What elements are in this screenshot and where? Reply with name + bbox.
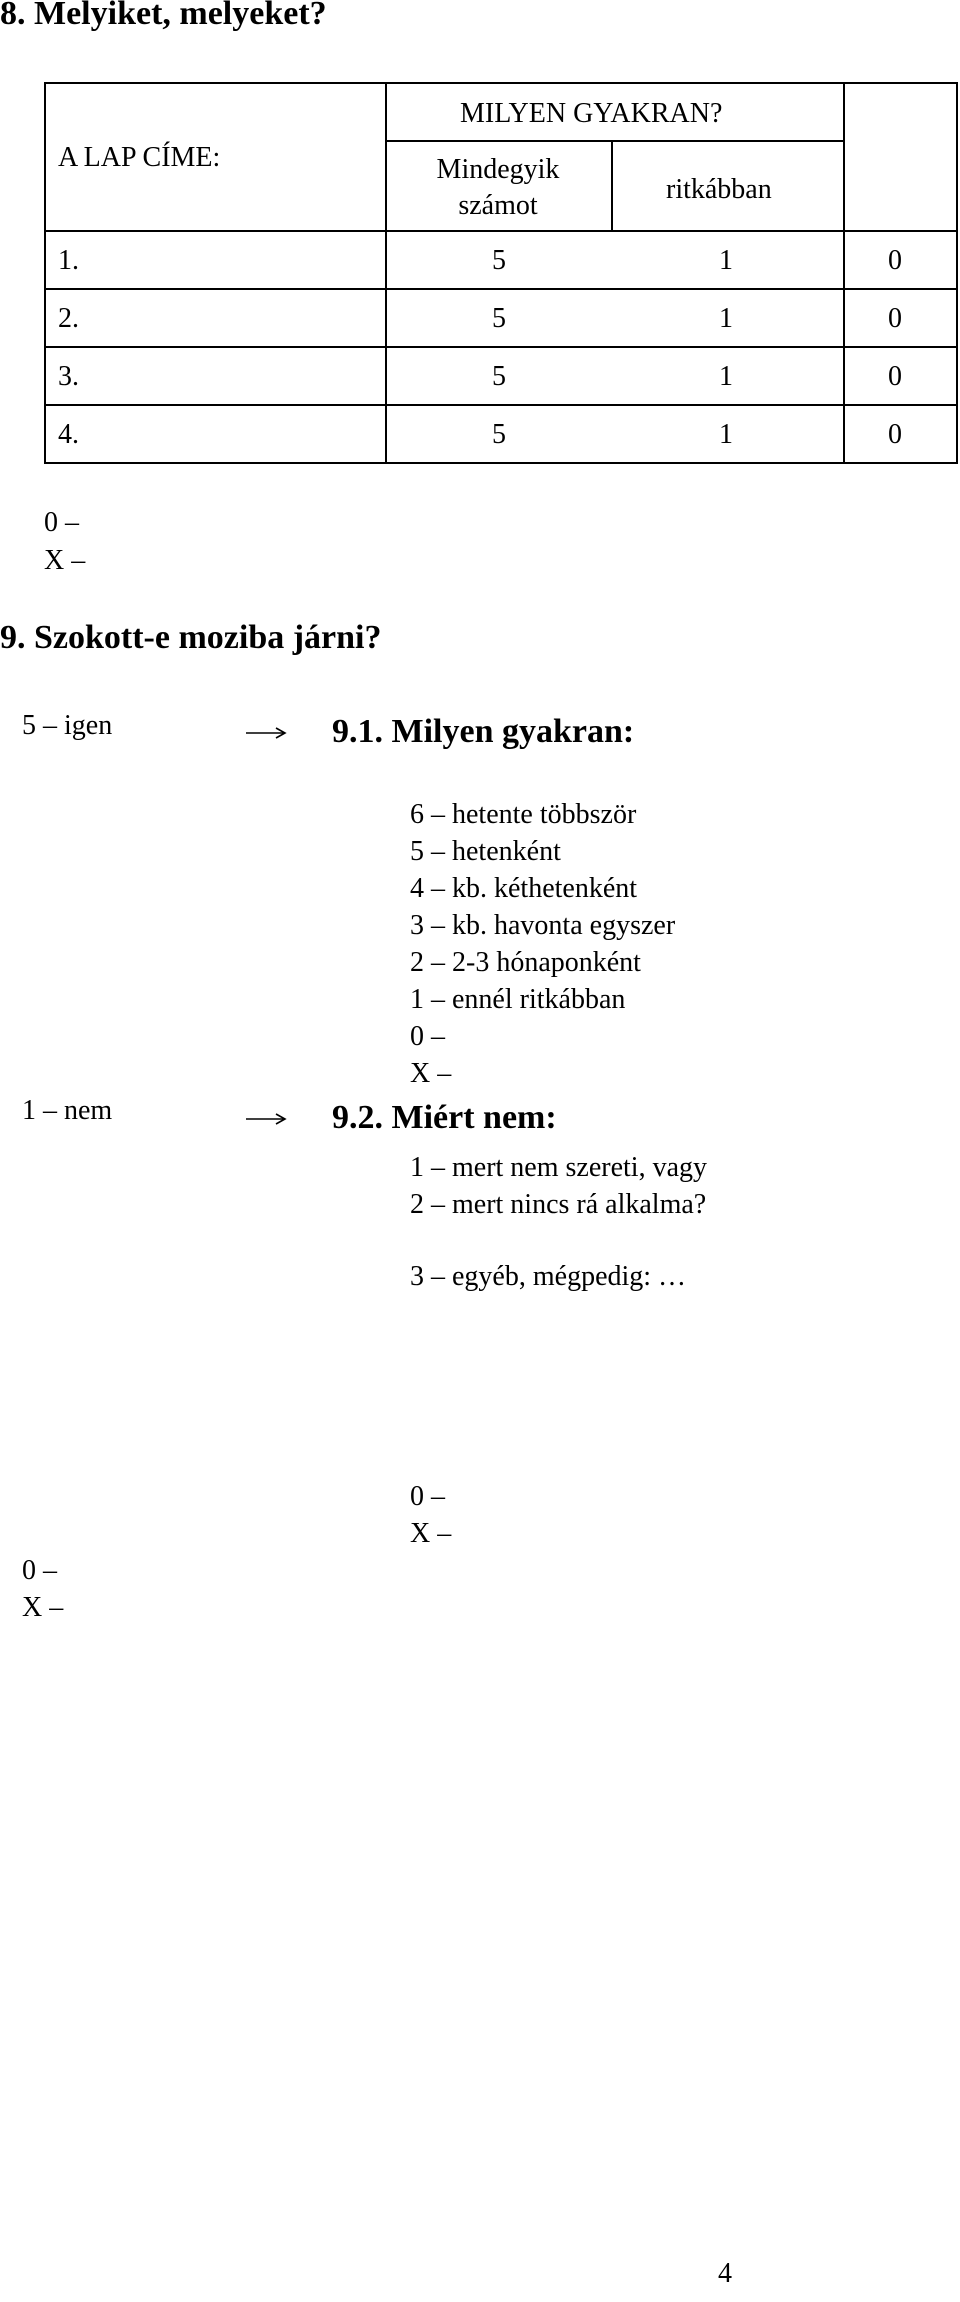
frequency-table	[0, 0, 960, 470]
table-cell: 1	[719, 303, 733, 334]
q8-code-x: X –	[44, 545, 86, 576]
q9-1-option: 5 – hetenként	[410, 836, 561, 867]
q8-heading: 8. Melyiket, melyeket?	[0, 0, 327, 32]
table-cell: 1	[719, 361, 733, 392]
arrow-right-icon	[246, 1112, 288, 1126]
q9-2-heading: 9.2. Miért nem:	[332, 1099, 557, 1136]
q9-1-option: 6 – hetente többször	[410, 799, 637, 830]
table-row-label: 4.	[58, 419, 79, 450]
table-cell: 5	[492, 419, 506, 450]
table-cell: 5	[492, 245, 506, 276]
table-cell: 0	[888, 419, 902, 450]
table-cell: 5	[492, 361, 506, 392]
q9-2-code-x: X –	[410, 1518, 452, 1549]
q9-2-option: 1 – mert nem szereti, vagy	[410, 1152, 708, 1183]
table-row-label: 1.	[58, 245, 79, 276]
q9-1-heading: 9.1. Milyen gyakran:	[332, 713, 635, 750]
q9-2-code-zero: 0 –	[410, 1481, 445, 1512]
table-cell: 1	[719, 419, 733, 450]
table-cell: 5	[492, 303, 506, 334]
q9-code-zero: 0 –	[22, 1555, 57, 1586]
q9-1-option: 3 – kb. havonta egyszer	[410, 910, 676, 941]
table-row-label: 3.	[58, 361, 79, 392]
page-number: 4	[718, 2258, 732, 2289]
q9-yes-option: 5 – igen	[22, 710, 113, 741]
table-cell: 0	[888, 245, 902, 276]
q9-heading: 9. Szokott-e moziba járni?	[0, 619, 382, 656]
q9-2-option: 2 – mert nincs rá alkalma?	[410, 1189, 707, 1220]
table-title-label: A LAP CÍME:	[58, 142, 221, 173]
arrow-right-icon	[246, 726, 288, 740]
q9-no-option: 1 – nem	[22, 1095, 113, 1126]
table-cell: 0	[888, 303, 902, 334]
table-col-rarely: ritkábban	[666, 174, 772, 205]
q9-1-option: 2 – 2-3 hónaponként	[410, 947, 641, 978]
q9-1-option: 0 –	[410, 1021, 445, 1052]
q9-1-option: 1 – ennél ritkábban	[410, 984, 626, 1015]
q9-2-other-option: 3 – egyéb, mégpedig: …	[410, 1261, 687, 1292]
q9-1-option: 4 – kb. kéthetenként	[410, 873, 638, 904]
q8-code-zero: 0 –	[44, 507, 79, 538]
q9-1-option: X –	[410, 1058, 452, 1089]
table-cell: 0	[888, 361, 902, 392]
table-col-every-line1: Mindegyik	[436, 154, 560, 185]
table-frequency-header: MILYEN GYAKRAN?	[460, 98, 723, 129]
table-cell: 1	[719, 245, 733, 276]
table-row-label: 2.	[58, 303, 79, 334]
table-col-every	[385, 152, 611, 224]
table-col-every-line2: számot	[458, 190, 538, 221]
q9-code-x: X –	[22, 1592, 64, 1623]
